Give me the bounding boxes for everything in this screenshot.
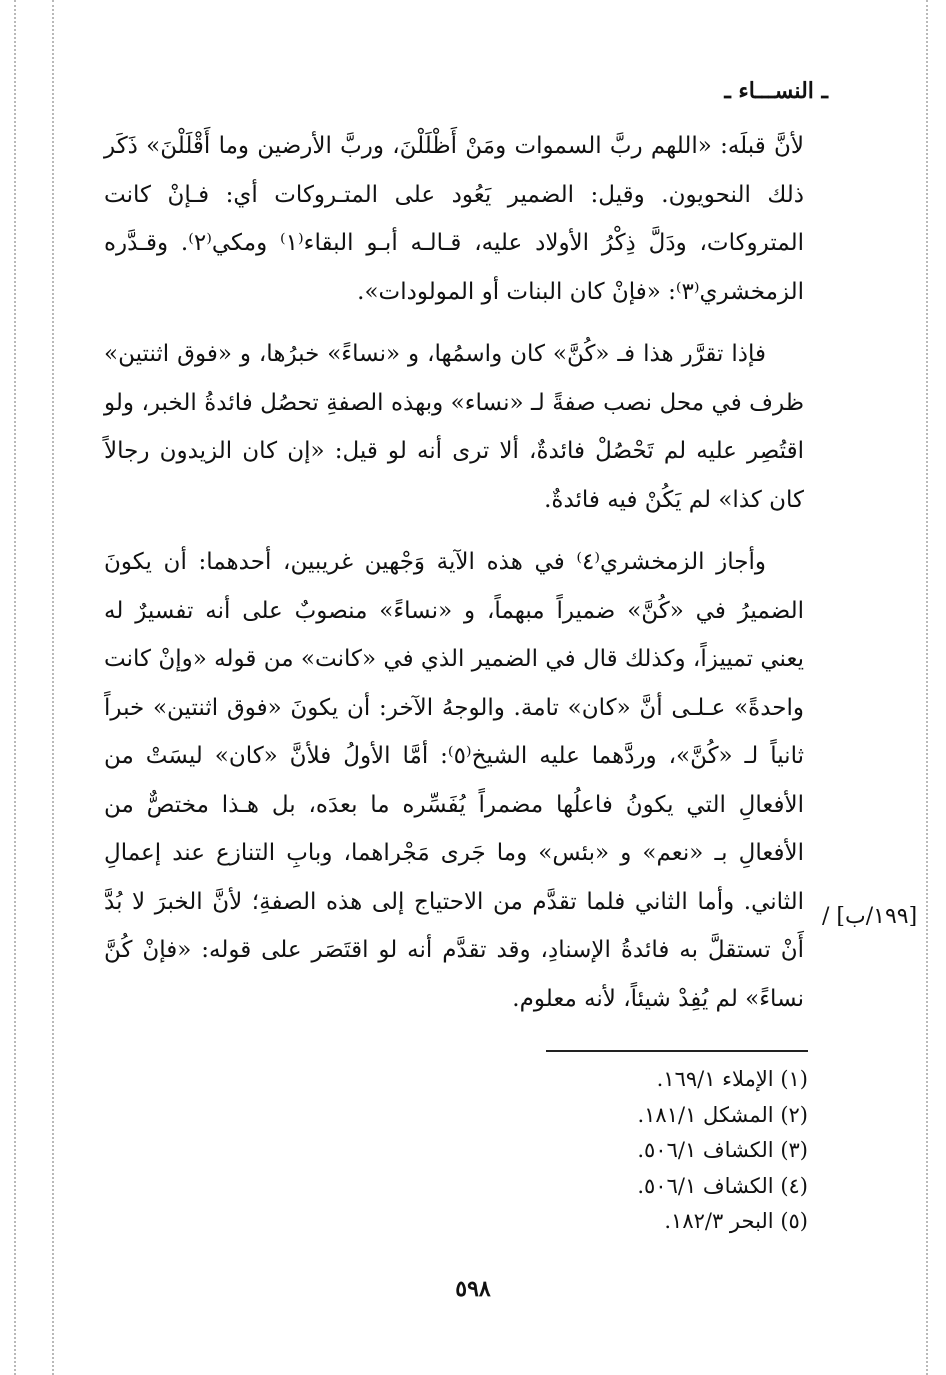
footnotes-list — [488, 1062, 808, 1240]
page-number: ٥٩٨ — [455, 1276, 491, 1302]
scan-border-left-outer — [14, 0, 16, 1375]
footnote-4: (٤) الكشاف ٥٠٦/١. — [637, 1173, 808, 1198]
footnote-3: (٣) الكشاف ٥٠٦/١. — [637, 1138, 808, 1162]
paragraph-1: لأنَّ قبلَه: «اللهم ربَّ السموات ومَنْ أَظْلَلْنَ، وربَّ الأرضين وما أَقْلَلْنَ» ذَكَر ذلك النحويون. وقيل: الضمير يَعُود على المتـروكات أي: فـإنْ كانت المتروكات، ودَلَّ ذِكْرُ الأولاد عليه، قـالـه أبـو البقاء⁽١⁾ ومكي⁽٢⁾. وقـدَّره الزمخشري⁽٣⁾: «فإنْ كان البنات أو المولودات». — [104, 133, 804, 305]
footnote-1: (١) الإملاء ١٦٩/١. — [656, 1067, 808, 1091]
main-text — [104, 122, 804, 1037]
paragraph-3: وأجاز الزمخشري⁽٤⁾ في هذه الآية وَجْهين غريبين، أحدهما: أن يكونَ الضميرُ في «كُنَّ» ضميراً مبهماً، و «نساءً» منصوبٌ على أنه تفسيرٌ له يعني تمييزاً، وكذلك قال في الضمير الذي في «كانت» من قوله «وإنْ كانت واحدةً» عـلـى أنَّ «كان» تامة. والوجهُ الآخر: أن يكونَ «فوق اثنتين» خبراً ثانياً لـ «كُنَّ»، وردَّهما عليه الشيخ⁽٥⁾: أمَّا الأولُ فلأنَّ «كان» ليسَتْ من الأفعالِ التي يكونُ فاعلُها مضمراً يُفَسِّره ما بعدَه، بل هـذا مختصٌّ من الأفعالِ بـ «نعم» و «بئس» وما جَرى مَجْراهما، وبابِ التنازع عند إعمالِ الثاني. وأما الثاني فلما تقدَّم من الاحتياج إلى هذه الصفةِ؛ لأنَّ الخبرَ لا بُدَّ أَنْ تستقلَّ به فائدةُ الإسنادِ، وقد تقدَّم أنه لو اقتَصَر على قوله: «فإنْ كُنَّ نساءً» لم يُفِدْ شيئاً، لأنه معلوم. — [104, 549, 804, 1012]
manuscript-folio-reference: [١٩٩/ب] / — [822, 904, 918, 929]
footnote-2: (٢) المشكل ١٨١/١. — [637, 1102, 808, 1127]
scan-border-right — [926, 0, 928, 1375]
scan-border-left-inner — [52, 0, 54, 1375]
footnote-separator — [546, 1050, 808, 1052]
paragraph-2: فإذا تقرَّر هذا فـ «كُنَّ» كان واسمُها، و «نساءً» خبرُها، و «فوق اثنتين» ظرف في محل نصب صفةً لـ «نساء» وبهذه الصفةِ تحصُل فائدةُ الخبر، ولو اقتُصِر عليه لم تَحْصُلْ فائدةٌ، ألا ترى أنه لو قيل: «إن كان الزيدون رجالاً كان كذا» لم يَكُنْ فيه فائدةٌ. — [104, 341, 804, 513]
footnote-5: (٥) البحر ١٨٢/٣. — [664, 1209, 808, 1233]
running-head: ـ النســـاء ـ — [724, 78, 828, 104]
